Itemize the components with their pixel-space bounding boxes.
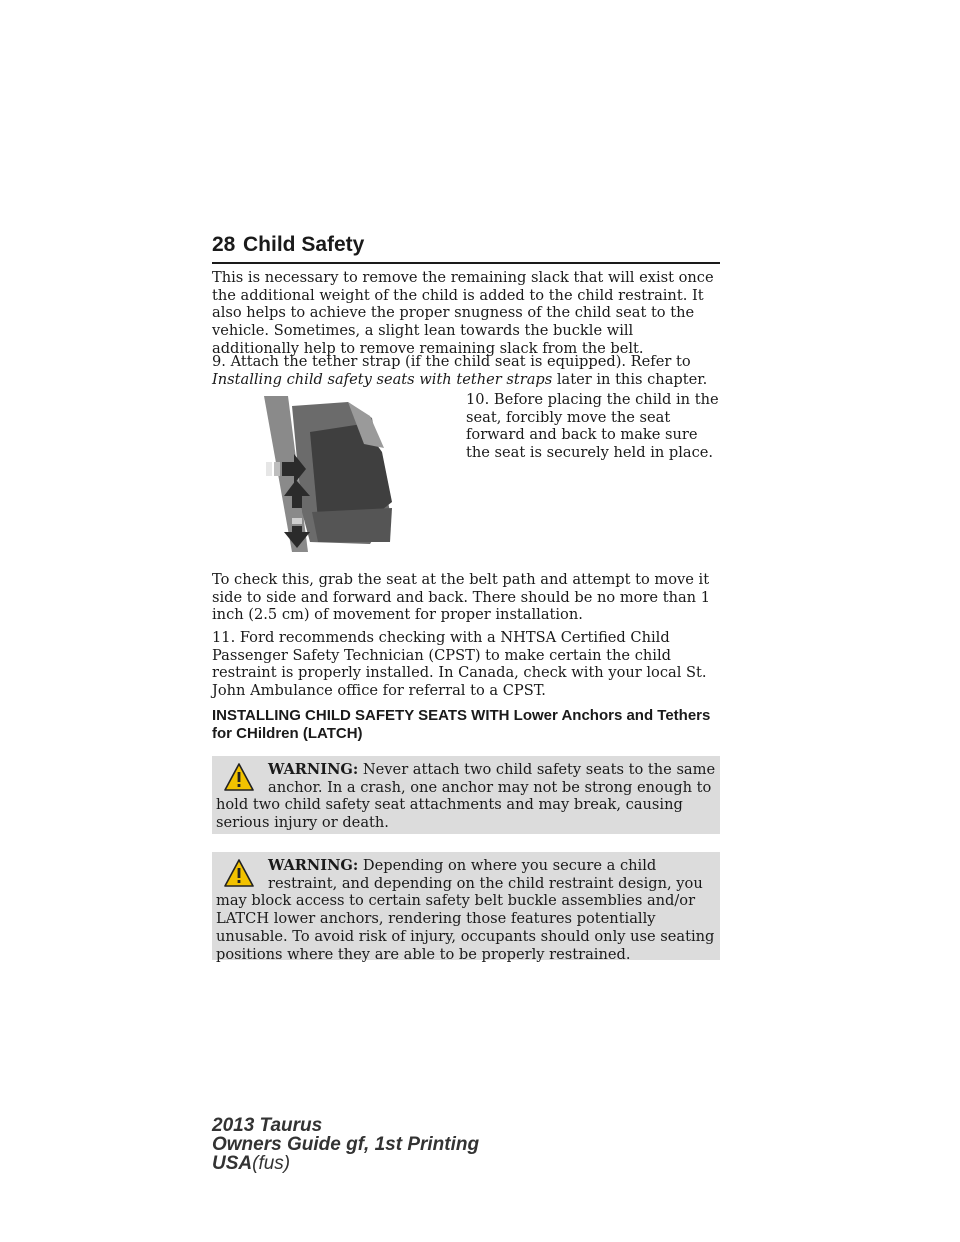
section-title: Child Safety: [243, 233, 365, 256]
intro-paragraph: This is necessary to remove the remaining slack that will exist once the additional weight of the child is added to the child restraint. It also helps to achieve the proper snugness of the child seat to the vehicle. Sometimes, a slight lean towards the buckle will additionally help to remove remaining slack from the belt.: [212, 269, 714, 357]
warning-text: [216, 857, 716, 963]
footer-country: USA: [212, 1153, 253, 1174]
warning-text: [216, 761, 716, 832]
footer-model: 2013 Taurus: [212, 1115, 323, 1136]
step-9-reference: Installing child safety seats with tether straps: [212, 370, 553, 388]
warning-body: Depending on where you secure a child restraint, and depending on the child restraint design, you may block access to certain safety belt buckle assemblies and/or LATCH lower anchors, rendering those features potentially unusable. To avoid risk of injury, occupants should only use seating positions where they are able to be properly restrained.: [216, 857, 715, 963]
check-paragraph: To check this, grab the seat at the belt path and attempt to move it side to side and forward and back. There should be no more than 1 inch (2.5 cm) of movement for proper installation.: [212, 571, 710, 624]
latch-heading: INSTALLING CHILD SAFETY SEATS WITH Lower Anchors and Tethers for CHildren (LATCH): [212, 707, 711, 742]
arrow-trail-2: [274, 462, 280, 476]
step-11-paragraph: 11. Ford recommends checking with a NHTSA Certified Child Passenger Safety Technician (CPST) to make certain the child restraint is properly installed. In Canada, check with your local St. John Ambulance office for referral to a CPST.: [212, 629, 707, 700]
step-9-text: 9. Attach the tether strap (if the child seat is equipped). Refer to: [212, 353, 691, 370]
arrow-trail-1: [266, 462, 272, 476]
header-rule: [212, 262, 720, 264]
step-10-paragraph: 10. Before placing the child in the seat, forcibly move the seat forward and back to make sure the seat is securely held in place.: [466, 391, 719, 462]
warning-label: WARNING:: [268, 761, 359, 778]
step-9-after: later in this chapter.: [556, 370, 708, 388]
warning-body: Never attach two child safety seats to the same anchor. In a crash, one anchor may not be strong enough to hold two child safety seat attachments and may break, causing serious injury or death.: [216, 761, 716, 832]
footer: [212, 1116, 479, 1173]
footer-region: (fus): [252, 1153, 291, 1174]
footer-market: [212, 1154, 479, 1173]
warning-label: WARNING:: [268, 857, 359, 874]
warning-box: [212, 756, 720, 834]
child-seat-illustration: [252, 392, 448, 552]
step-9-paragraph: [212, 353, 720, 388]
arrow-trail-4: [292, 518, 302, 524]
footer-edition: Owners Guide gf, 1st Printing: [212, 1134, 480, 1155]
warning-box: [212, 852, 720, 963]
seat-base-shape: [312, 508, 392, 542]
arrow-trail-3: [292, 510, 302, 516]
page-number: 28: [212, 233, 236, 256]
